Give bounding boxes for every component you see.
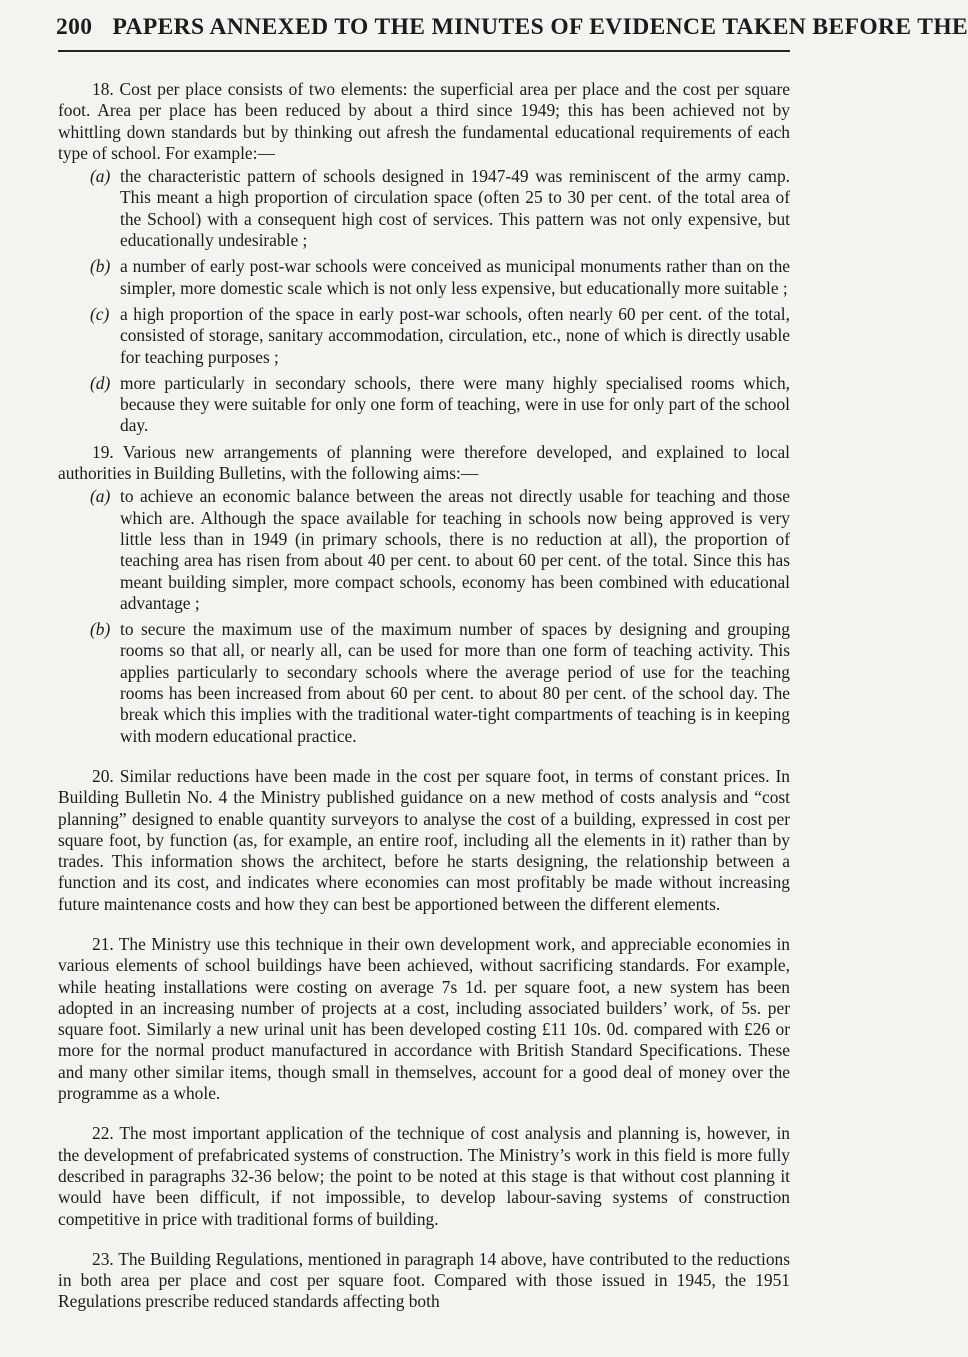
item-label: (a) bbox=[90, 166, 111, 187]
paragraph-20: 20. Similar reductions have been made in the cost per square foot, in terms of constant prices. In Building Bulletin No. 4 the Ministry published guidance on a new method of costs analysis and “cost planning” designed to enable quantity surveyors to analyse the cost of a building, expressed in cost per square foot, by function (as, for example, an entire roof, including all the elements in it) rather than by trades. This information shows the architect, before he starts designing, the relationship between a function and its cost, and indicates where economies can most profitably be made without increasing future maintenance costs and how they can best be apportioned between the different elements. bbox=[58, 765, 790, 914]
item-label: (b) bbox=[90, 619, 111, 640]
paragraph-19: 19. Various new arrangements of planning were therefore developed, and explained to local authorities in Building Bulletins, with the following aims:— bbox=[58, 441, 790, 484]
paragraph-19-list bbox=[58, 486, 790, 747]
item-text: a number of early post-war schools were conceived as municipal monuments rather than on the simpler, more domestic scale which is not only less expensive, but educationally more suitable ; bbox=[120, 256, 790, 298]
running-header bbox=[56, 14, 968, 41]
item-text: to secure the maximum use of the maximum number of spaces by designing and grouping rooms so that all, or nearly all, can be used for more than one form of teaching activity. This applies particularly to secondary schools where the average period of use for the teaching rooms has been increased from about 60 per cent. to about 80 per cent. of the school day. The break which this implies with the traditional water-tight compartments of teaching is in keeping with modern educational practice. bbox=[120, 619, 790, 746]
list-item bbox=[58, 304, 790, 368]
list-item bbox=[58, 619, 790, 747]
item-label: (c) bbox=[90, 303, 110, 324]
item-label: (b) bbox=[90, 256, 111, 277]
item-label: (d) bbox=[90, 372, 111, 393]
page-number: 200 bbox=[56, 14, 93, 40]
header-title: PAPERS ANNEXED TO THE MINUTES OF EVIDENCE TAKEN BEFORE THE bbox=[112, 14, 968, 40]
list-item bbox=[58, 166, 790, 251]
item-text: a high proportion of the space in early post-war schools, often nearly 60 per cent. of the total, consisted of storage, sanitary accommodation, circulation, etc., none of which is directly usable for teaching purposes ; bbox=[120, 303, 790, 367]
item-text: the characteristic pattern of schools designed in 1947-49 was reminiscent of the army camp. This meant a high proportion of circulation space (often 25 to 30 per cent. of the total area of the School) with a consequent high cost of services. This pattern was not only expensive, but educationally undesirable ; bbox=[120, 166, 790, 251]
header-rule bbox=[58, 50, 790, 52]
item-label: (a) bbox=[90, 486, 111, 507]
paragraph-23: 23. The Building Regulations, mentioned in paragraph 14 above, have contributed to the reductions in both area per place and cost per square foot. Compared with those issued in 1945, the 1951 Regulations prescribe reduced standards affecting both bbox=[58, 1248, 790, 1312]
item-text: to achieve an economic balance between the areas not directly usable for teaching and those which are. Although the space available for teaching in schools now being approved is very little less than in 1949 (in primary schools, there is no reduction at all), the proportion of teaching area has risen from about 40 per cent. to about 60 per cent. of the total. Since this has meant building simpler, more compact schools, economy has been combined with educational advantage ; bbox=[120, 486, 790, 613]
paragraph-18: 18. Cost per place consists of two elements: the superficial area per place and the cost per square foot. Area per place has been reduced by about a third since 1949; this has been achieved not by whittling down standards but by thinking out afresh the fundamental educational requirements of each type of school. For example:— bbox=[58, 79, 790, 163]
paragraph-18-list bbox=[58, 166, 790, 437]
list-item bbox=[58, 486, 790, 614]
item-text: more particularly in secondary schools, there were many highly specialised rooms which, because they were suitable for only one form of teaching, were in use for only part of the school day. bbox=[120, 372, 790, 436]
list-item bbox=[58, 256, 790, 299]
list-item bbox=[58, 373, 790, 437]
paragraph-21: 21. The Ministry use this technique in their own development work, and appreciable economies in various elements of school buildings have been achieved, without sacrificing standards. For example, while heating installations were costing on average 7s 1d. per square foot, a new system has been adopted in an increasing number of projects at a cost, including associated builders’ work, of 5s. per square foot. Similarly a new urinal unit has been developed costing £11 10s. 0d. compared with £26 or more for the normal product manufactured in accordance with British Standard Specifications. These and many other similar items, though small in themselves, account for a good deal of money over the programme as a whole. bbox=[58, 933, 790, 1104]
body-text bbox=[58, 79, 790, 1313]
paragraph-22: 22. The most important application of the technique of cost analysis and planning is, however, in the development of prefabricated systems of construction. The Ministry’s work in this field is more fully described in paragraphs 32-36 below; the point to be noted at this stage is that without cost planning it would have been difficult, if not impossible, to develop labour-saving systems of construction competitive in price with traditional forms of building. bbox=[58, 1123, 790, 1229]
